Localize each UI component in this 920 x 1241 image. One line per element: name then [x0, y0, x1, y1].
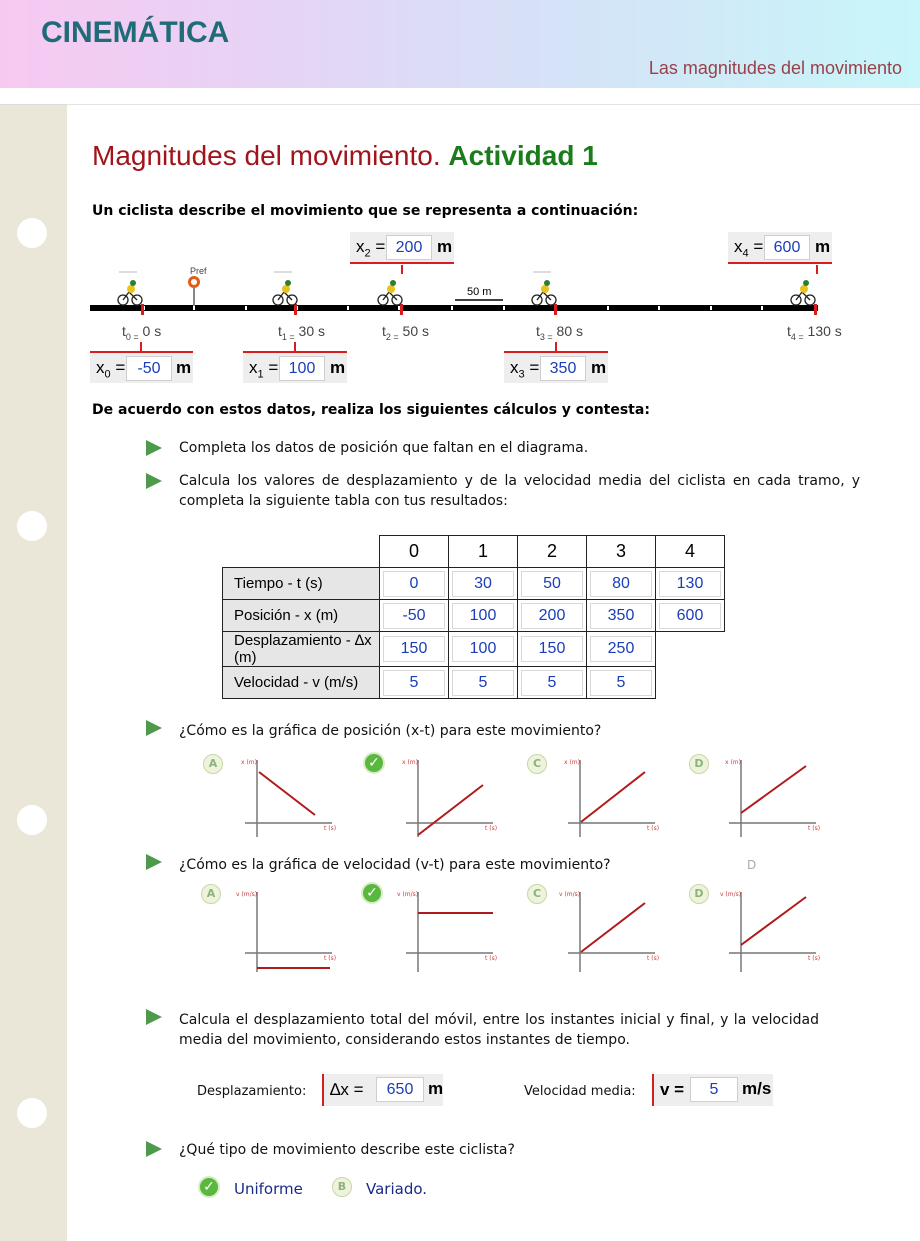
- marker-x4: [816, 265, 818, 274]
- x4-input[interactable]: 600: [764, 235, 810, 260]
- time-cell[interactable]: 30: [452, 571, 514, 597]
- position-cell[interactable]: 100: [452, 603, 514, 629]
- check-icon[interactable]: ✓: [361, 882, 383, 904]
- position-cell[interactable]: -50: [383, 603, 445, 629]
- position-cell[interactable]: 600: [659, 603, 721, 629]
- bullet-arrow-icon: [146, 720, 162, 736]
- option-d-vt[interactable]: D: [689, 884, 709, 904]
- displacement-cell[interactable]: 250: [590, 636, 652, 662]
- col-header: 4: [656, 536, 725, 568]
- v-label: v =: [660, 1080, 685, 1099]
- option-variado[interactable]: Variado.: [366, 1180, 428, 1198]
- mean-velocity-box: [652, 1074, 773, 1106]
- col-header: 1: [449, 536, 518, 568]
- page-title: [92, 140, 598, 172]
- displacement-cell[interactable]: 150: [383, 636, 445, 662]
- time-cell[interactable]: 80: [590, 571, 652, 597]
- option-a-vt[interactable]: A: [201, 884, 221, 904]
- intro-text: Un ciclista describe el movimiento que se representa a continuación:: [92, 203, 639, 219]
- results-table: [222, 535, 725, 699]
- label-x2: $x_2$ =: [356, 237, 386, 260]
- row-label: Posición - x (m): [223, 600, 380, 632]
- scale-label: 50 m: [467, 286, 492, 298]
- position-box-x0: [90, 351, 193, 383]
- table-row: [223, 632, 725, 667]
- velocity-cell[interactable]: 5: [383, 670, 445, 696]
- reference-label: Pref: [190, 266, 207, 276]
- label-x3: $x_3$ =: [510, 358, 540, 381]
- col-header: 2: [518, 536, 587, 568]
- xt-graph-c: x (m) t (s): [564, 759, 660, 832]
- binder-hole: [17, 805, 47, 835]
- time-label-0: $t_{0 =}$ 0 s: [122, 323, 162, 342]
- vt-graph-c: v (m/s) t (s): [559, 891, 660, 962]
- binder-hole: [17, 1098, 47, 1128]
- unit-x4: m: [815, 237, 831, 256]
- x3-input[interactable]: 350: [540, 356, 586, 381]
- task-calculate-table: Calcula los valores de desplazamiento y de la velocidad media del ciclista en cada tramo, y completa la siguiente tabla con tus resultados:: [179, 473, 860, 509]
- position-box-x4: [728, 232, 832, 264]
- bullet-arrow-icon: [146, 440, 162, 456]
- title-main: Magnitudes del movimiento.: [92, 140, 441, 171]
- time-label-1: $t_{1 =}$ 30 s: [278, 323, 326, 342]
- total-displacement-box: [322, 1074, 443, 1106]
- marker-x3: [555, 342, 557, 351]
- velocity-cell[interactable]: 5: [590, 670, 652, 696]
- position-box-x2: [350, 232, 454, 264]
- instruction-text: De acuerdo con estos datos, realiza los siguientes cálculos y contesta:: [92, 402, 650, 418]
- option-uniforme[interactable]: Uniforme: [234, 1180, 303, 1198]
- vt-graph-b: v (m/s) t (s): [397, 891, 498, 962]
- reference-post-icon: [188, 276, 200, 306]
- time-cell[interactable]: 50: [521, 571, 583, 597]
- col-header: 3: [587, 536, 656, 568]
- bullet-arrow-icon: [146, 854, 162, 870]
- label-x0: $x_0$ =: [96, 358, 126, 381]
- position-cell[interactable]: 350: [590, 603, 652, 629]
- table-row: [223, 568, 725, 600]
- task-movement-type: ¿Qué tipo de movimiento describe este ciclista?: [179, 1142, 515, 1158]
- label-x1: $x_1$ =: [249, 358, 279, 381]
- binder-hole: [17, 218, 47, 248]
- unit-x3: m: [591, 358, 607, 377]
- task-total-displacement: Calcula el desplazamiento total del móvil, entre los instantes inicial y final, y la velocidad media del movimiento, considerando estos instantes de tiempo.: [179, 1012, 819, 1048]
- time-label-4: $t_{4 =}$ 130 s: [787, 323, 842, 342]
- row-label: Velocidad - v (m/s): [223, 667, 380, 699]
- table-row: [223, 667, 725, 699]
- time-cell[interactable]: 130: [659, 571, 721, 597]
- app-title: CINEMÁTICA: [41, 16, 230, 49]
- row-label: Tiempo - t (s): [223, 568, 380, 600]
- vt-graph-a: v (m/s) t (s): [236, 891, 337, 962]
- position-box-x1: [243, 351, 347, 383]
- total-displacement-input[interactable]: 650: [376, 1077, 424, 1102]
- velocity-cell[interactable]: 5: [452, 670, 514, 696]
- vt-graph-d: v (m/s) t (s): [720, 891, 821, 962]
- option-c-vt[interactable]: C: [527, 884, 547, 904]
- unit-x1: m: [330, 358, 346, 377]
- task-vt-graph: ¿Cómo es la gráfica de velocidad (v-t) para este movimiento?: [179, 857, 611, 873]
- position-box-x3: [504, 351, 608, 383]
- position-cell[interactable]: 200: [521, 603, 583, 629]
- ghost-label: D: [747, 858, 757, 872]
- row-label: Desplazamiento - ∆x (m): [223, 632, 380, 667]
- displacement-cell[interactable]: 100: [452, 636, 514, 662]
- unit-x2: m: [437, 237, 453, 256]
- header-banner: [0, 0, 920, 88]
- marker-x2: [401, 265, 403, 274]
- displacement-label: Desplazamiento:: [197, 1084, 307, 1099]
- xt-graph-a: x (m) t (s): [241, 759, 337, 832]
- time-label-3: $t_{3 =}$ 80 s: [536, 323, 584, 342]
- x0-input[interactable]: -50: [126, 356, 172, 381]
- option-d-xt[interactable]: D: [689, 754, 709, 774]
- xt-graph-d: x (m) t (s): [725, 759, 821, 832]
- marker-x0: [140, 342, 142, 351]
- x1-input[interactable]: 100: [279, 356, 325, 381]
- displacement-cell[interactable]: 150: [521, 636, 583, 662]
- disp-unit: m: [428, 1079, 444, 1098]
- mean-velocity-input[interactable]: 5: [690, 1077, 738, 1102]
- marker-x1: [294, 342, 296, 351]
- delta-x-label: ∆x =: [330, 1080, 364, 1099]
- label-x4: $x_4$ =: [734, 237, 764, 260]
- check-icon[interactable]: ✓: [363, 752, 385, 774]
- option-b-movement[interactable]: B: [332, 1177, 352, 1197]
- unit-x0: m: [176, 358, 192, 377]
- binder-strip: [0, 104, 67, 1241]
- velocity-cell[interactable]: 5: [521, 670, 583, 696]
- bullet-arrow-icon: [146, 473, 162, 489]
- col-header: 0: [380, 536, 449, 568]
- table-row: [223, 600, 725, 632]
- time-label-2: $t_{2 =}$ 50 s: [382, 323, 430, 342]
- vel-unit: m/s: [742, 1079, 772, 1098]
- x2-input[interactable]: 200: [386, 235, 432, 260]
- velocity-label: Velocidad media:: [524, 1084, 636, 1099]
- time-cell[interactable]: 0: [383, 571, 445, 597]
- bullet-arrow-icon: [146, 1009, 162, 1025]
- option-a-xt[interactable]: A: [203, 754, 223, 774]
- option-c-xt[interactable]: C: [527, 754, 547, 774]
- binder-hole: [17, 511, 47, 541]
- xt-graph-b: x (m) t (s): [401, 755, 491, 845]
- title-activity: Actividad 1: [448, 140, 598, 171]
- table-corner: [223, 536, 380, 568]
- check-icon[interactable]: ✓: [198, 1176, 220, 1198]
- task-complete-positions: Completa los datos de posición que faltan en el diagrama.: [179, 440, 589, 456]
- page-subtitle: Las magnitudes del movimiento: [648, 58, 902, 78]
- task-xt-graph: ¿Cómo es la gráfica de posición (x-t) para este movimiento?: [179, 723, 602, 739]
- bullet-arrow-icon: [146, 1141, 162, 1157]
